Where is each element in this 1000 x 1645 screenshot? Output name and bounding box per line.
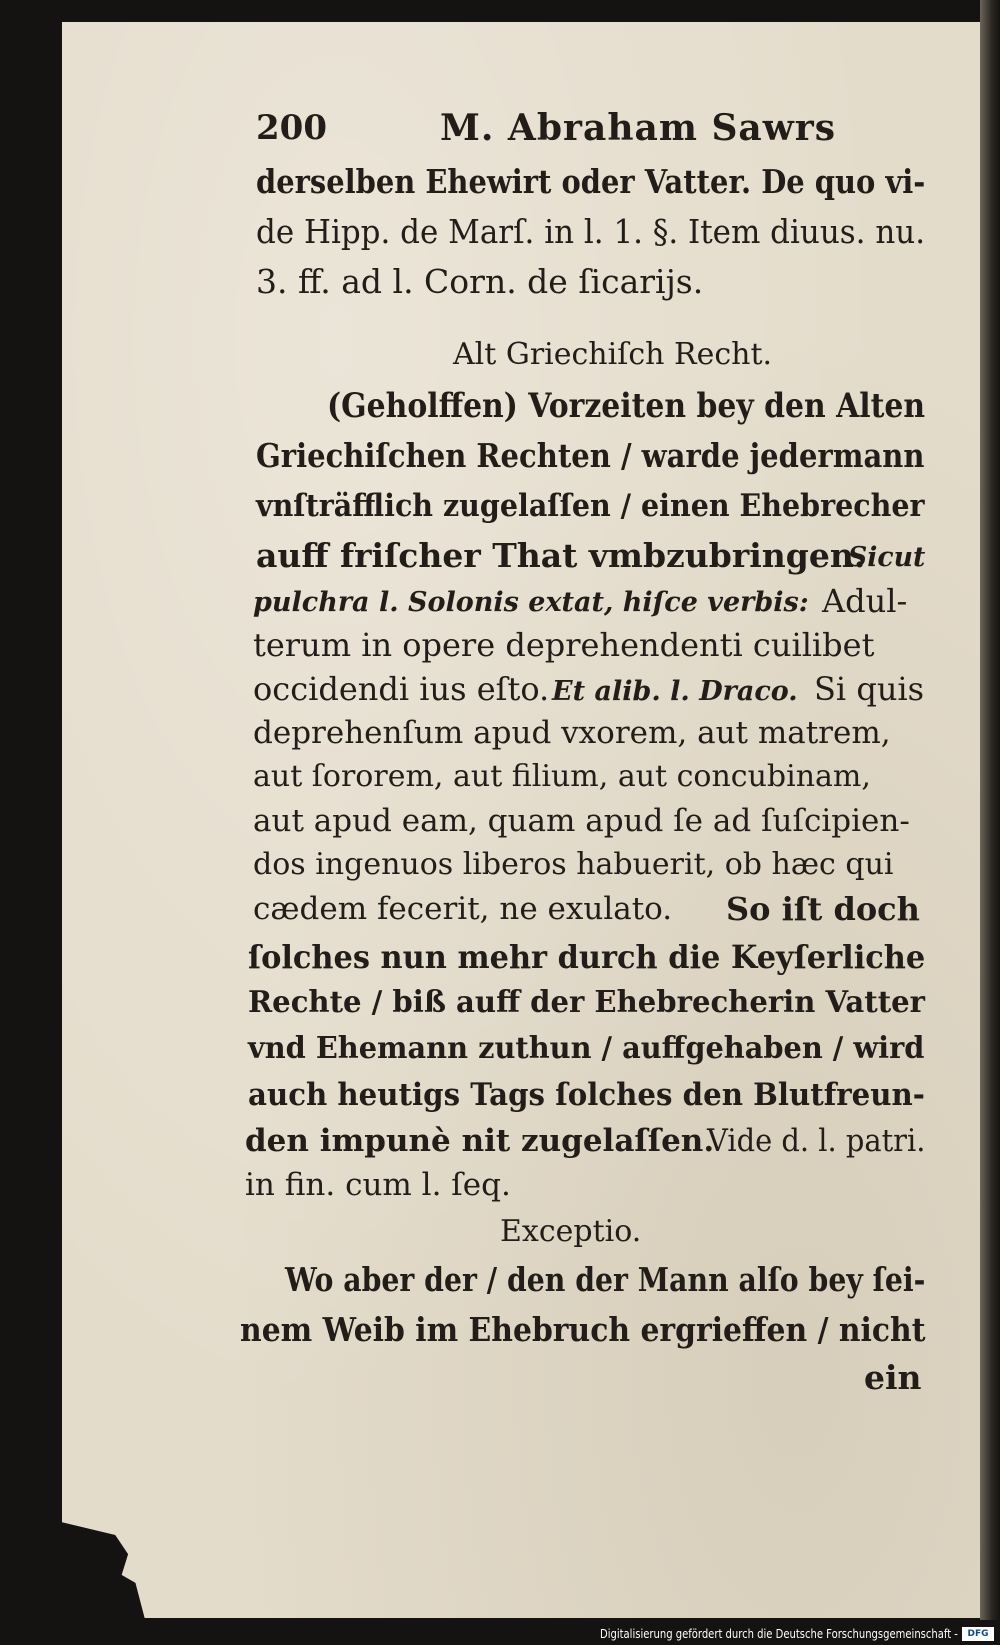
text-line: ſolches nun mehr durch die Keyſerliche	[248, 938, 926, 976]
page-number: 200	[256, 108, 327, 148]
text-line: Griechiſchen Rechten / warde jedermann	[256, 436, 925, 475]
digitization-credit: Digitalisierung gefördert durch die Deutsche Forschungsgemeinschaft -	[600, 1627, 958, 1641]
text-line: (Geholffen) Vorzeiten bey den Alten	[327, 386, 926, 426]
text-line: terum in opere deprehendenti cuilibet	[253, 626, 875, 664]
text-line: Vide d. l. patri.	[707, 1123, 926, 1159]
text-line: in fin. cum l. ſeq.	[245, 1167, 511, 1203]
text-line: Si quis	[814, 670, 925, 708]
text-line: Rechte / biß auff der Ehebrecherin Vatter	[248, 985, 926, 1020]
section-heading: Alt Griechiſch Recht.	[453, 337, 773, 372]
text-line: Sicut	[848, 542, 926, 573]
text-line: cædem fecerit, ne exulato.	[253, 891, 673, 927]
text-line: derselben Ehewirt oder Vatter. De quo vi-	[256, 162, 926, 201]
catchword: ein	[864, 1358, 922, 1397]
section-heading: Exceptio.	[500, 1214, 642, 1249]
text-line: de Hipp. de Marſ. in l. 1. §. Item diuus. nu.	[256, 212, 926, 251]
text-line: pulchra l. Solonis extat, hiſce verbis:	[253, 587, 809, 618]
text-line: occidendi ius eſto.	[253, 670, 550, 708]
text-line: aut apud eam, quam apud ſe ad ſuſcipien-	[253, 803, 910, 839]
text-line: nem Weib im Ehebruch ergrieffen / nicht	[240, 1310, 926, 1349]
text-line: 3. ff. ad l. Corn. de ſicarijs.	[256, 262, 704, 301]
running-title: M. Abraham Sawrs	[440, 107, 836, 149]
text-line: Et alib. l. Draco.	[552, 676, 798, 707]
text-line: vnſträfflich zugelaſſen / einen Ehebrecher	[256, 488, 925, 524]
text-line: dos ingenuos liberos habuerit, ob hæc qui	[253, 847, 894, 882]
text-line: den impunè nit zugelaſſen.	[245, 1123, 715, 1159]
text-line: deprehenſum apud vxorem, aut matrem,	[253, 715, 891, 751]
text-line: auch heutigs Tags ſolches den Blutfreun-	[248, 1077, 925, 1113]
text-line: aut ſororem, aut filium, aut concubinam,	[253, 759, 871, 794]
text-line: vnd Ehemann zuthun / auffgehaben / wird	[248, 1031, 925, 1066]
text-line: Adul-	[822, 582, 908, 620]
text-line: So iſt doch	[726, 890, 920, 928]
text-line: auff friſcher That vmbzubringen.	[256, 536, 866, 575]
text-line: Wo aber der / den der Mann alſo bey ſei-	[285, 1260, 926, 1299]
dfg-logo: DFG	[962, 1627, 994, 1641]
